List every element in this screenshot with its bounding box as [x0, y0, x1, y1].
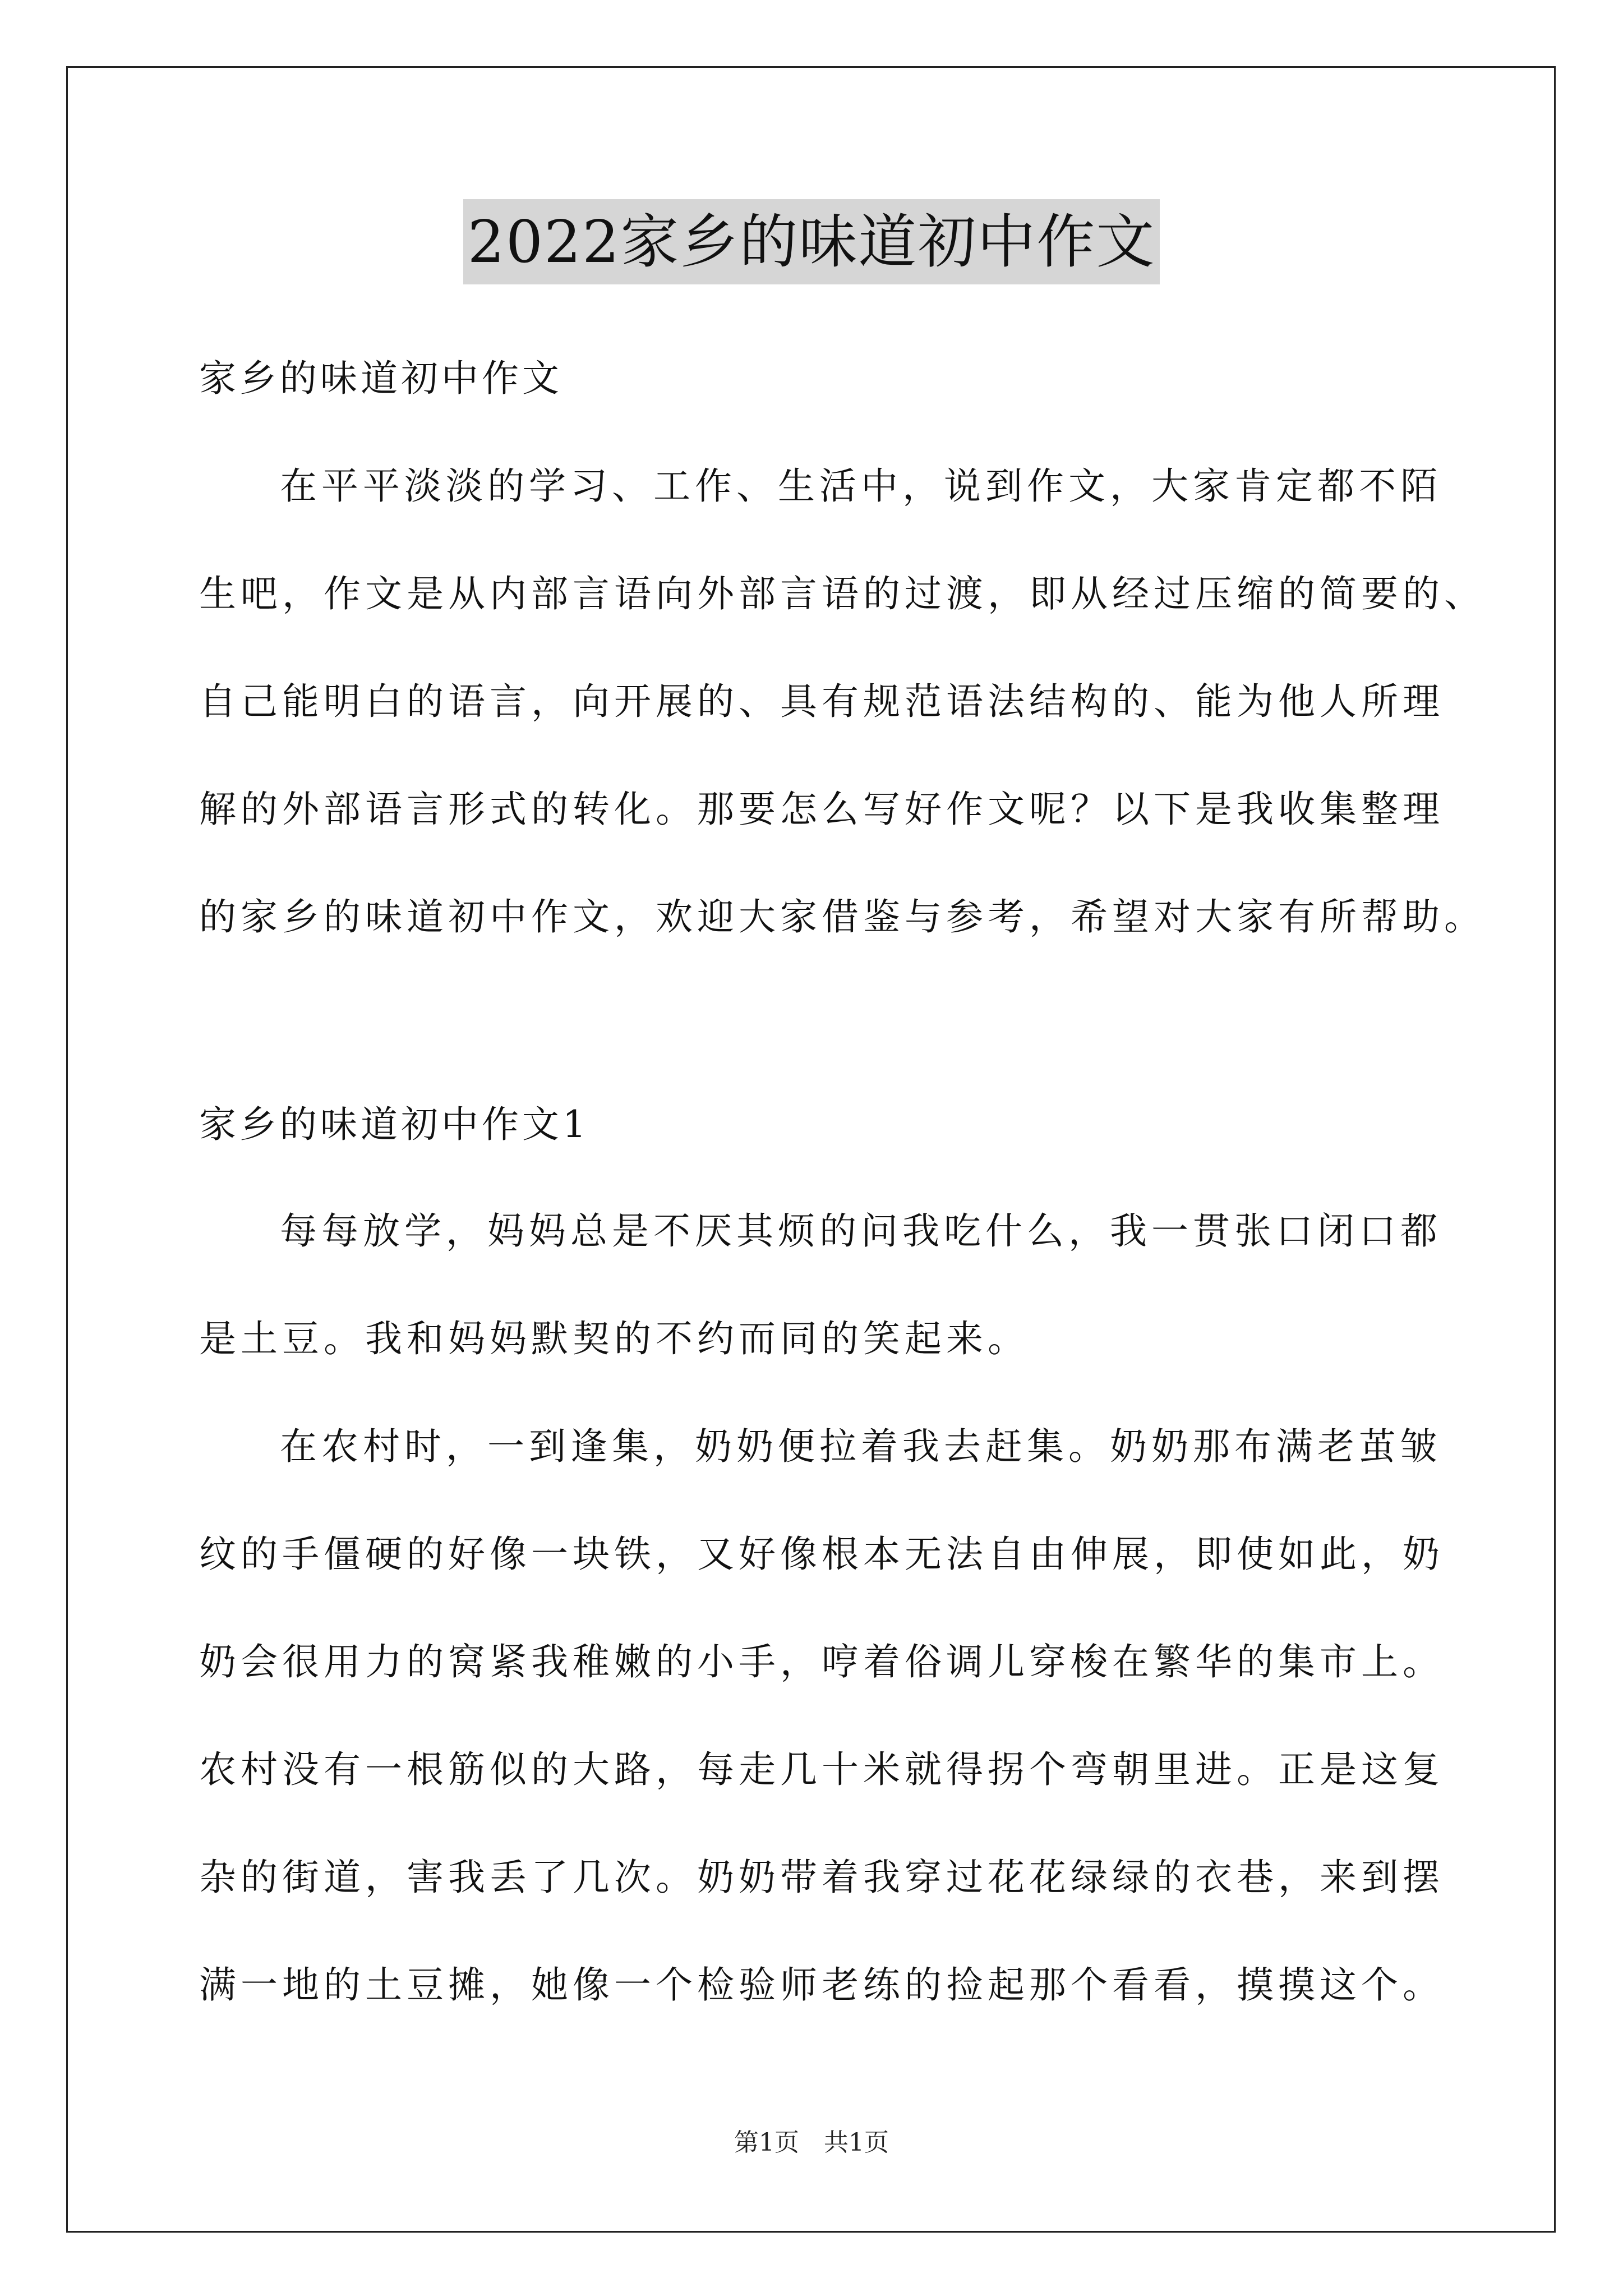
- paragraph1-line: 是土豆。我和妈妈默契的不约而同的笑起来。: [199, 1317, 1029, 1360]
- section-heading: 家乡的味道初中作文1: [199, 1103, 589, 1146]
- page-footer: 第1页 共1页: [734, 2128, 889, 2157]
- intro-line: 自己能明白的语言，向开展的、具有规范语法结构的、能为他人所理: [199, 680, 1444, 723]
- paragraph2-line: 纹的手僵硬的好像一块铁，又好像根本无法自由伸展，即使如此，奶: [199, 1533, 1444, 1576]
- paragraph2-line: 杂的街道，害我丢了几次。奶奶带着我穿过花花绿绿的衣巷，来到摆: [199, 1856, 1444, 1899]
- intro-line: 在平平淡淡的学习、工作、生活中，说到作文，大家肯定都不陌: [280, 464, 1442, 508]
- intro-line: 生吧，作文是从内部言语向外部言语的过渡，即从经过压缩的简要的、: [199, 572, 1486, 615]
- paragraph2-line: 满一地的土豆摊，她像一个检验师老练的捡起那个看看，摸摸这个。: [199, 1963, 1444, 2007]
- paragraph2-line: 奶会很用力的窝紧我稚嫩的小手，哼着俗调儿穿梭在繁华的集市上。: [199, 1640, 1444, 1683]
- intro-line: 解的外部语言形式的转化。那要怎么写好作文呢？以下是我收集整理: [199, 788, 1444, 831]
- intro-line: 的家乡的味道初中作文，欢迎大家借鉴与参考，希望对大家有所帮助。: [199, 895, 1486, 938]
- document-subtitle: 家乡的味道初中作文: [199, 357, 562, 400]
- paragraph2-line: 农村没有一根筋似的大路，每走几十米就得拐个弯朝里进。正是这复: [199, 1748, 1444, 1791]
- document-title: 2022家乡的味道初中作文: [463, 199, 1160, 284]
- title-wrap: [0, 199, 1623, 284]
- paragraph2-line: 在农村时，一到逢集，奶奶便拉着我去赶集。奶奶那布满老茧皱: [280, 1425, 1442, 1468]
- paragraph1-line: 每每放学，妈妈总是不厌其烦的问我吃什么，我一贯张口闭口都: [280, 1209, 1442, 1253]
